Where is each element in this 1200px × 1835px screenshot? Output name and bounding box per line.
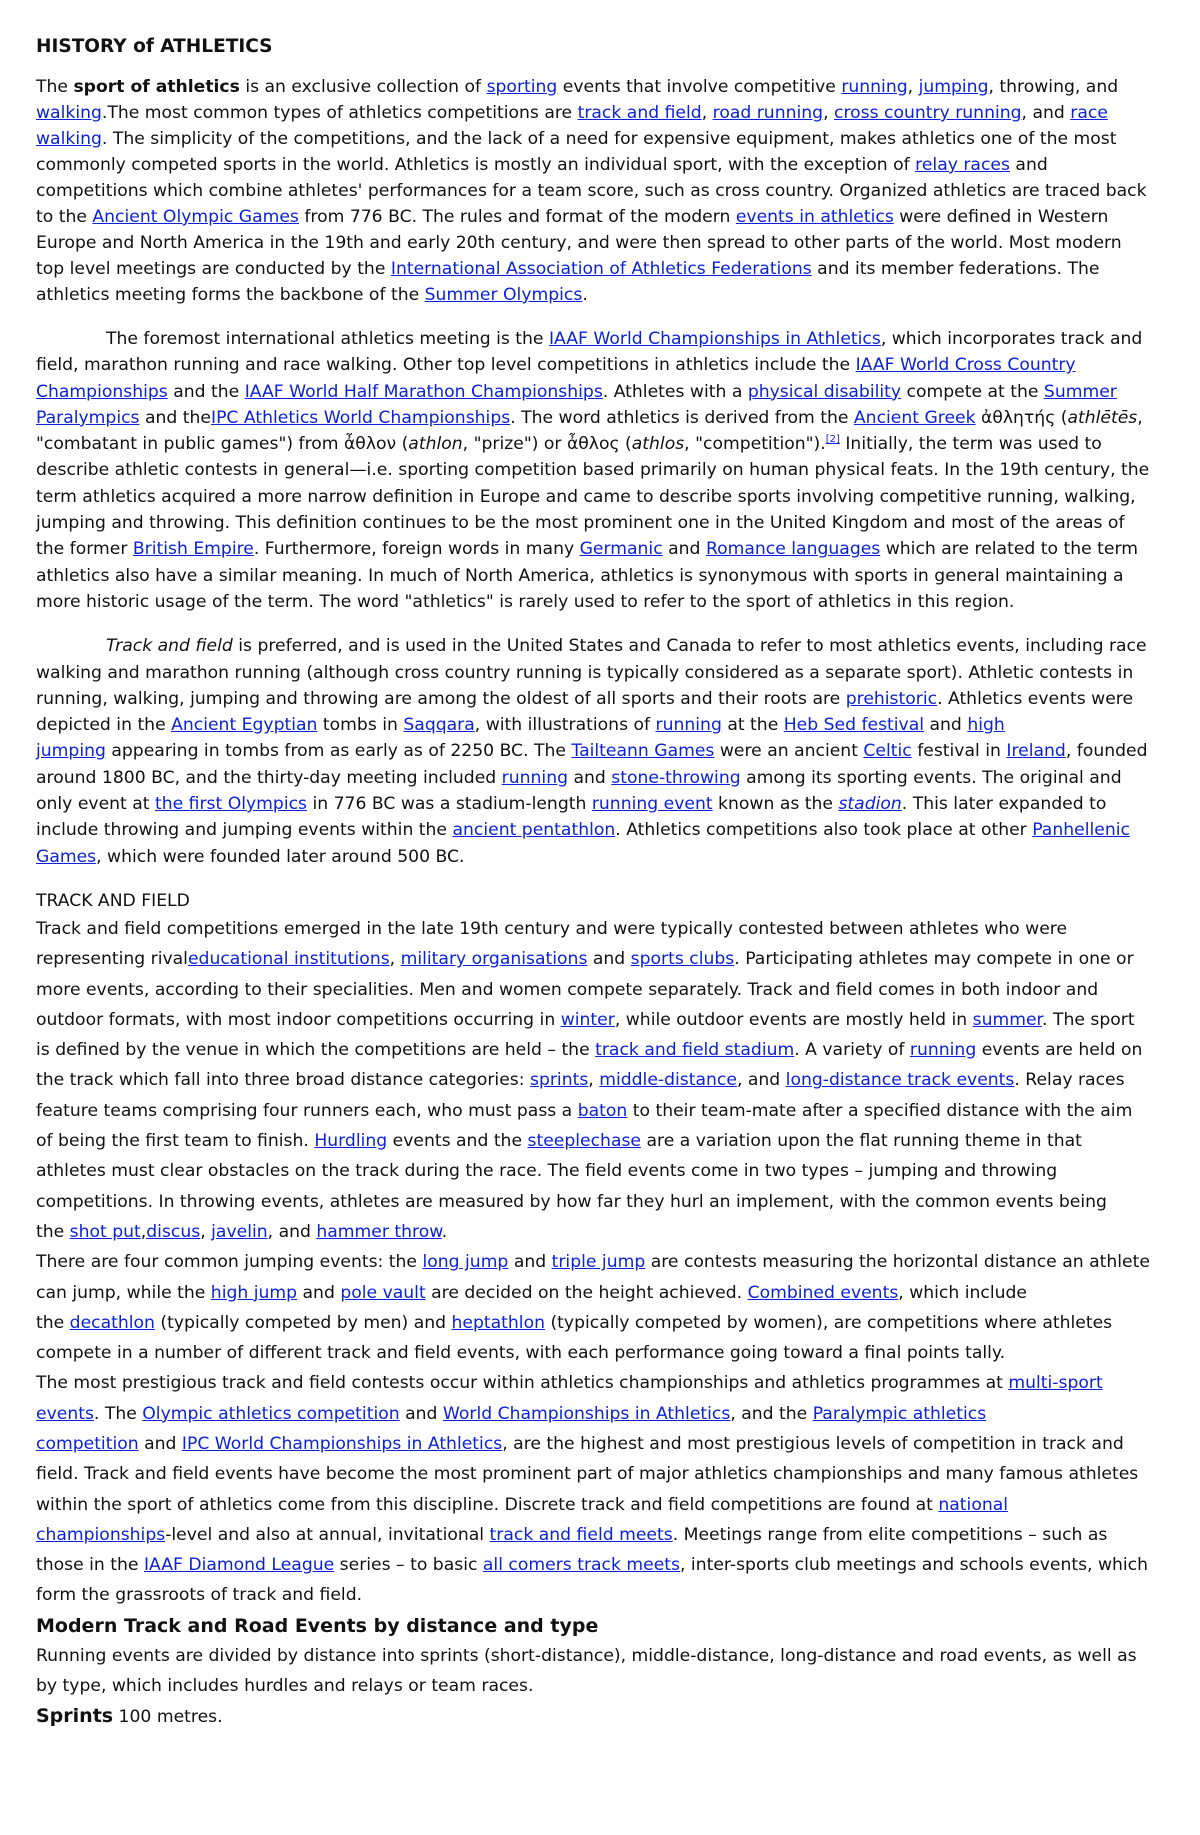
text-line — [36, 1429, 1166, 1459]
text-run: Running events are divided by distance into sprints (short-distance), middle-distance, long-distance and road events, as well as — [36, 1645, 1137, 1666]
text-run: known as the — [712, 794, 839, 815]
text-line — [36, 1156, 1166, 1186]
text-line — [36, 1278, 1166, 1308]
text-run: . — [582, 285, 588, 305]
text-run: The — [36, 77, 74, 97]
text-run: , — [389, 949, 401, 970]
text-run: and — [297, 1282, 341, 1303]
link-all-comers-track-meets[interactable]: all comers track meets — [482, 1555, 680, 1576]
text-run: by type, which includes hurdles and relays or team races. — [36, 1675, 534, 1696]
link-pole-vault[interactable]: pole vault — [340, 1282, 426, 1303]
link-walking[interactable]: walking — [36, 103, 102, 123]
link-2[interactable]: [2] — [825, 434, 840, 446]
text-run: the — [36, 1221, 70, 1242]
italic-text: athlētēs — [1067, 407, 1138, 428]
text-run: , — [701, 103, 713, 123]
link-iaaf-world-cross-country[interactable]: IAAF World Cross Country — [855, 355, 1076, 376]
text-run: . The simplicity of the competitions, and the lack of a need for expensive equipment, makes athletics one of the most — [101, 129, 1117, 149]
text-run: Track and field competitions emerged in the late 19th century and were typically contested between athletes who were — [36, 918, 1068, 939]
link-baton[interactable]: baton — [577, 1100, 628, 1121]
intro-paragraph — [36, 74, 1166, 308]
link-ancient-greek[interactable]: Ancient Greek — [853, 407, 976, 428]
text-line — [36, 256, 1166, 282]
text-run: Europe and North America in the 19th and early 20th century, and were then spread to other parts of the world. Most modern — [36, 233, 1122, 253]
document-title: HISTORY of ATHLETICS — [36, 36, 273, 57]
text-run: .The most common types of athletics competitions are — [101, 103, 578, 123]
text-run: festival in — [911, 741, 1007, 762]
bold-text: sport of athletics — [73, 77, 240, 97]
text-run: and its member federations. The — [811, 259, 1100, 279]
text-run: (typically competed by men) and — [154, 1312, 452, 1333]
text-run: field, marathon running and race walking. Other top level competitions in athletics include the — [36, 355, 856, 376]
text-run: the — [36, 1312, 70, 1333]
text-run: and — [1009, 155, 1048, 175]
text-run: , are the highest and most prestigious levels of competition in track and — [502, 1433, 1124, 1454]
text-run: commonly competed sports in the world. Athletics is mostly an individual sport, with the exception of — [36, 155, 916, 175]
text-line — [36, 1065, 1166, 1095]
text-run: is preferred, and is used in the United States and Canada to refer to most athletics events, including race — [232, 636, 1147, 657]
text-line — [36, 1520, 1166, 1550]
link-heb-sed-festival[interactable]: Heb Sed festival — [783, 715, 925, 736]
link-iaaf-diamond-league[interactable]: IAAF Diamond League — [143, 1555, 335, 1576]
citation-superscript — [826, 434, 840, 445]
text-run: , — [140, 1221, 147, 1242]
text-line — [36, 765, 1166, 791]
text-run: compete at the — [901, 381, 1044, 402]
text-line — [36, 1308, 1166, 1338]
link-stone-throwing[interactable]: stone-throwing — [611, 767, 741, 788]
text-line — [36, 1490, 1166, 1520]
link-summer[interactable]: Summer — [1043, 381, 1117, 402]
text-line — [36, 817, 1166, 843]
text-run: tombs in — [317, 715, 404, 736]
link-olympic-athletics-competition[interactable]: Olympic athletics competition — [142, 1403, 400, 1424]
third-paragraph — [36, 633, 1166, 870]
text-run: . Participating athletes may compete in one or — [734, 949, 1134, 970]
text-run: athletics meeting forms the backbone of the — [36, 285, 425, 305]
link-hammer-throw[interactable]: hammer throw — [316, 1221, 442, 1242]
text-run: . Meetings range from elite competitions – such as — [672, 1524, 1108, 1545]
text-run: the track which fall into three broad distance categories: — [36, 1070, 530, 1091]
text-run: , — [588, 1070, 600, 1091]
text-run: athletics also have a similar meaning. In much of North America, athletics is synonymous with sports in general maintaining a — [36, 565, 1124, 586]
link-romance-languages[interactable]: Romance languages — [705, 539, 881, 560]
text-run: , — [1137, 407, 1143, 428]
link-jumping[interactable]: jumping — [918, 77, 989, 97]
text-run: events that involve competitive — [557, 77, 842, 97]
text-run: -level and also at annual, invitational — [165, 1524, 490, 1545]
text-run: and the — [167, 381, 245, 402]
link-prehistoric[interactable]: prehistoric — [845, 688, 938, 709]
text-run: within the sport of athletics come from this discipline. Discrete track and field competitions are found at — [36, 1494, 939, 1515]
text-line — [36, 633, 1166, 659]
track-field-paragraph — [36, 914, 1166, 1611]
link-international-association-of-athletics-federations[interactable]: International Association of Athletics Federations — [390, 259, 812, 279]
text-line — [36, 944, 1166, 974]
link-track-and-field-meets[interactable]: track and field meets — [489, 1524, 673, 1545]
text-run: is an exclusive collection of — [239, 77, 487, 97]
text-line — [36, 1005, 1166, 1035]
link-heptathlon[interactable]: heptathlon — [451, 1312, 545, 1333]
link-summer[interactable]: summer — [972, 1009, 1043, 1030]
link-discus[interactable]: discus — [146, 1221, 201, 1242]
link-events-in-athletics[interactable]: events in athletics — [735, 207, 894, 227]
text-run: , "competition"). — [684, 434, 826, 455]
text-run: those in the — [36, 1555, 144, 1576]
text-run: can jump, while the — [36, 1282, 211, 1303]
track-field-heading: TRACK AND FIELD — [36, 890, 190, 911]
link-long-distance-track-events[interactable]: long-distance track events — [785, 1070, 1015, 1091]
link-steeplechase[interactable]: steeplechase — [527, 1131, 642, 1152]
link-championships[interactable]: championships — [36, 1524, 166, 1545]
text-run: . The — [93, 1403, 143, 1424]
text-run: running, walking, jumping and throwing are among the oldest of all sports and their roots are — [36, 688, 846, 709]
text-run: feature teams comprising four runners each, who must pass a — [36, 1100, 578, 1121]
text-line — [36, 1035, 1166, 1065]
text-run: Initially, the term was used to — [839, 434, 1102, 455]
link-cross-country-running[interactable]: cross country running — [834, 103, 1022, 123]
text-run: , which incorporates track and — [880, 329, 1143, 349]
text-run: events are held on — [976, 1040, 1143, 1061]
text-run: , and — [736, 1070, 786, 1091]
link-road-running[interactable]: road running — [712, 103, 824, 123]
text-line — [36, 1187, 1166, 1217]
link-ipc-world-championships-in-athletics[interactable]: IPC World Championships in Athletics — [181, 1433, 503, 1454]
link-world-championships-in-athletics[interactable]: World Championships in Athletics — [442, 1403, 731, 1424]
link-the-first-olympics[interactable]: the first Olympics — [154, 794, 308, 815]
text-line — [36, 1701, 1166, 1731]
text-run: from 776 BC. The rules and format of the modern — [298, 207, 736, 227]
link-triple-jump[interactable]: triple jump — [551, 1252, 646, 1273]
text-run: more historic usage of the term. The word "athletics" is rarely used to refer to the sport of athletics in this region. — [36, 591, 1015, 612]
text-run: , "prize") or ἆθλος ( — [462, 434, 632, 455]
text-run: . Furthermore, foreign words in many — [253, 539, 580, 560]
text-run: and — [662, 539, 706, 560]
text-run: , founded — [1065, 741, 1148, 762]
italic-text: Track and field — [106, 636, 233, 657]
link-germanic[interactable]: Germanic — [579, 539, 663, 560]
text-run: in 776 BC was a stadium-length — [307, 794, 592, 815]
link-running[interactable]: running — [655, 715, 722, 736]
text-run: outdoor formats, with most indoor competitions occurring in — [36, 1009, 561, 1030]
text-run: and — [508, 1252, 552, 1273]
text-line — [36, 1671, 1166, 1701]
text-run: are contests measuring the horizontal distance an athlete — [645, 1252, 1150, 1273]
text-run: . Athletes with a — [602, 381, 748, 402]
text-line — [36, 74, 1166, 100]
text-run: walking and marathon running (although cross country running is typically considered as a separate sport). Athletic contests in — [36, 662, 1134, 683]
link-middle-distance[interactable]: middle-distance — [599, 1070, 737, 1091]
text-run: The most prestigious track and field contests occur within athletics championships and athletics programmes at — [36, 1373, 1009, 1394]
text-run: to the — [36, 207, 93, 227]
text-run: , and the — [730, 1403, 813, 1424]
link-national[interactable]: national — [938, 1494, 1009, 1515]
link-military-organisations[interactable]: military organisations — [400, 949, 588, 970]
text-line — [36, 484, 1166, 510]
link-shot-put[interactable]: shot put — [69, 1221, 141, 1242]
link-sprints[interactable]: sprints — [529, 1070, 589, 1091]
link-celtic[interactable]: Celtic — [863, 741, 912, 762]
text-line — [36, 152, 1166, 178]
text-line — [36, 844, 1166, 870]
text-run: competitions. In throwing events, athletes are measured by how far they hurl an implement, with the common events being — [36, 1191, 1107, 1212]
text-run: top level meetings are conducted by the — [36, 259, 391, 279]
text-run: There are four common jumping events: the — [36, 1252, 423, 1273]
text-run: and — [924, 715, 968, 736]
bold-text: Sprints — [36, 1704, 114, 1727]
link-ireland[interactable]: Ireland — [1006, 741, 1066, 762]
text-line — [36, 405, 1166, 431]
link-jumping[interactable]: jumping — [36, 741, 106, 762]
text-run: the former — [36, 539, 133, 560]
text-line — [36, 791, 1166, 817]
text-run: representing rival — [36, 949, 188, 970]
link-saqqara[interactable]: Saqqara — [403, 715, 475, 736]
text-line — [36, 975, 1166, 1005]
text-line — [36, 1641, 1166, 1671]
italic-text: athlon — [408, 434, 463, 455]
italic-text: athlos — [631, 434, 685, 455]
text-line — [36, 660, 1166, 686]
text-line — [36, 100, 1166, 126]
text-run: , with illustrations of — [474, 715, 656, 736]
text-run: compete in a number of different track and field events, with each performance going toward a final points tally. — [36, 1343, 1006, 1364]
link-stadion[interactable]: stadion — [838, 794, 902, 815]
link-running-event[interactable]: running event — [591, 794, 713, 815]
link-winter[interactable]: winter — [560, 1009, 615, 1030]
text-run: and — [587, 949, 631, 970]
link-ancient-pentathlon[interactable]: ancient pentathlon — [452, 820, 616, 841]
text-run: , which were founded later around 500 BC. — [96, 846, 465, 867]
text-line — [36, 563, 1166, 589]
text-line — [36, 431, 1166, 457]
text-line — [36, 589, 1166, 615]
text-run: depicted in the — [36, 715, 172, 736]
link-decathlon[interactable]: decathlon — [69, 1312, 155, 1333]
text-run: series – to basic — [334, 1555, 483, 1576]
text-run: events and the — [387, 1131, 528, 1152]
link-tailteann-games[interactable]: Tailteann Games — [571, 741, 715, 762]
link-championships[interactable]: Championships — [36, 381, 168, 402]
text-line — [36, 282, 1166, 308]
text-line — [36, 536, 1166, 562]
text-run: include throwing and jumping events within the — [36, 820, 453, 841]
link-combined-events[interactable]: Combined events — [747, 1282, 899, 1303]
text-run: , and — [1021, 103, 1071, 123]
text-run: appearing in tombs from as early as of 2250 BC. The — [105, 741, 572, 762]
text-run: . Athletics events were — [937, 688, 1134, 709]
text-run: athletes must clear obstacles on the track during the race. The field events come in two types – jumping and throwing — [36, 1161, 1058, 1182]
text-run: , — [823, 103, 834, 123]
text-line — [36, 1338, 1166, 1368]
link-hurdling[interactable]: Hurdling — [314, 1131, 388, 1152]
text-run: term athletics acquired a more narrow definition in Europe and came to describe sports involving competitive running, walking, — [36, 486, 1136, 507]
link-ancient-olympic-games[interactable]: Ancient Olympic Games — [92, 207, 299, 227]
text-run: around 1800 BC, and the thirty-day meeting included — [36, 767, 502, 788]
link-sporting[interactable]: sporting — [486, 77, 558, 97]
text-line — [36, 510, 1166, 536]
link-walking[interactable]: walking — [36, 129, 102, 149]
text-line — [36, 1096, 1166, 1126]
link-summer-olympics[interactable]: Summer Olympics — [424, 285, 583, 305]
text-line — [36, 1126, 1166, 1156]
link-high[interactable]: high — [967, 715, 1005, 736]
text-run: . Athletics competitions also took place at other — [615, 820, 1033, 841]
text-run: and — [138, 1433, 182, 1454]
text-line — [36, 738, 1166, 764]
text-run: competitions which combine athletes' performances for a team score, such as cross country. Organized athletics are traced back — [36, 181, 1147, 201]
text-run: . A variety of — [794, 1040, 910, 1061]
text-run: and the — [139, 407, 211, 428]
text-line — [36, 230, 1166, 256]
link-multi-sport[interactable]: multi-sport — [1008, 1373, 1103, 1394]
link-track-and-field-stadium[interactable]: track and field stadium — [595, 1040, 795, 1061]
link-iaaf-world-championships-in-athletics[interactable]: IAAF World Championships in Athletics — [548, 329, 881, 349]
text-run: field. Track and field events have become the most prominent part of major athletics championships and many famous athletes — [36, 1464, 1139, 1485]
text-line — [36, 457, 1166, 483]
link-competition[interactable]: competition — [36, 1433, 139, 1454]
text-run: among its sporting events. The original and — [740, 767, 1122, 788]
text-run: , — [200, 1221, 212, 1242]
link-long-jump[interactable]: long jump — [422, 1252, 509, 1273]
link-british-empire[interactable]: British Empire — [132, 539, 254, 560]
text-run: describe athletic contests in general—i.e. sporting competition based primarily on human physical feats. In the 19th century, the — [36, 460, 1150, 481]
text-run: , which include — [898, 1282, 1028, 1303]
text-run: and — [399, 1403, 443, 1424]
text-run: more events, according to their specialities. Men and women compete separately. Track and field comes in both indoor and — [36, 979, 1099, 1000]
document-body — [36, 34, 1166, 1731]
text-run: to their team-mate after a specified distance with the aim — [627, 1100, 1133, 1121]
text-run: , throwing, and — [988, 77, 1119, 97]
link-running[interactable]: running — [909, 1040, 977, 1061]
text-line — [36, 1247, 1166, 1277]
link-relay-races[interactable]: relay races — [915, 155, 1010, 175]
text-run: , — [907, 77, 919, 97]
text-run: and — [568, 767, 612, 788]
second-paragraph — [36, 326, 1166, 615]
text-run: only event at — [36, 794, 155, 815]
link-games[interactable]: Games — [36, 846, 97, 867]
text-line — [36, 686, 1166, 712]
text-run: , while outdoor events are mostly held in — [614, 1009, 973, 1030]
text-run: are a variation upon the flat running theme in that — [641, 1131, 1082, 1152]
text-run: were defined in Western — [893, 207, 1109, 227]
link-physical-disability[interactable]: physical disability — [747, 381, 902, 402]
text-line — [36, 178, 1166, 204]
text-run: of being the first team to finish. — [36, 1131, 315, 1152]
text-line — [36, 914, 1166, 944]
link-running[interactable]: running — [841, 77, 908, 97]
text-run: at the — [721, 715, 784, 736]
text-line — [36, 1550, 1166, 1580]
link-educational-institutions[interactable]: educational institutions — [187, 949, 390, 970]
text-run: is defined by the venue in which the competitions are held – the — [36, 1040, 596, 1061]
text-line — [36, 1368, 1166, 1398]
text-run: jumping and throwing. This definition continues to be the most prominent one in the United Kingdom and most of the areas of — [36, 513, 1125, 534]
link-panhellenic[interactable]: Panhellenic — [1032, 820, 1130, 841]
text-line — [36, 1459, 1166, 1489]
text-run: . This later expanded to — [901, 794, 1107, 815]
link-events[interactable]: events — [36, 1403, 94, 1424]
link-javelin[interactable]: javelin — [211, 1221, 268, 1242]
link-ipc-athletics-world-championships[interactable]: IPC Athletics World Championships — [211, 407, 511, 428]
text-run: , and — [267, 1221, 317, 1242]
text-line — [36, 1399, 1166, 1429]
link-iaaf-world-half-marathon-championships[interactable]: IAAF World Half Marathon Championships — [244, 381, 603, 402]
text-run: (typically competed by women), are competitions where athletes — [544, 1312, 1113, 1333]
text-run: ἀθλητής ( — [975, 407, 1068, 428]
text-line — [36, 712, 1166, 738]
text-line — [36, 1217, 1166, 1247]
text-run: form the grassroots of track and field. — [36, 1585, 363, 1606]
text-run: , inter-sports club meetings and schools events, which — [680, 1555, 1149, 1576]
text-line — [36, 1580, 1166, 1610]
modern-events-heading: Modern Track and Road Events by distance and type — [36, 1614, 599, 1637]
link-paralympics[interactable]: Paralympics — [36, 407, 140, 428]
link-track-and-field[interactable]: track and field — [577, 103, 702, 123]
text-line — [36, 204, 1166, 230]
text-line — [36, 326, 1166, 352]
text-run: . — [441, 1221, 448, 1242]
text-run: are decided on the height achieved. — [425, 1282, 748, 1303]
text-line — [36, 126, 1166, 152]
text-run: which are related to the term — [880, 539, 1138, 560]
text-run: . Relay races — [1014, 1070, 1125, 1091]
link-paralympic-athletics[interactable]: Paralympic athletics — [812, 1403, 987, 1424]
link-running[interactable]: running — [501, 767, 568, 788]
text-line — [36, 379, 1166, 405]
modern-events-paragraph — [36, 1641, 1166, 1731]
text-run: 100 metres. — [113, 1706, 223, 1727]
text-run: "combatant in public games") from ἆθλον ( — [36, 434, 409, 455]
link-sports-clubs[interactable]: sports clubs — [630, 949, 735, 970]
link-high-jump[interactable]: high jump — [210, 1282, 298, 1303]
text-run: . The word athletics is derived from the — [510, 407, 854, 428]
text-run: . The sport — [1042, 1009, 1135, 1030]
link-race[interactable]: race — [1070, 103, 1108, 123]
link-ancient-egyptian[interactable]: Ancient Egyptian — [171, 715, 318, 736]
text-line — [36, 352, 1166, 378]
text-run: were an ancient — [714, 741, 864, 762]
text-run: The foremost international athletics meeting is the — [106, 329, 549, 349]
